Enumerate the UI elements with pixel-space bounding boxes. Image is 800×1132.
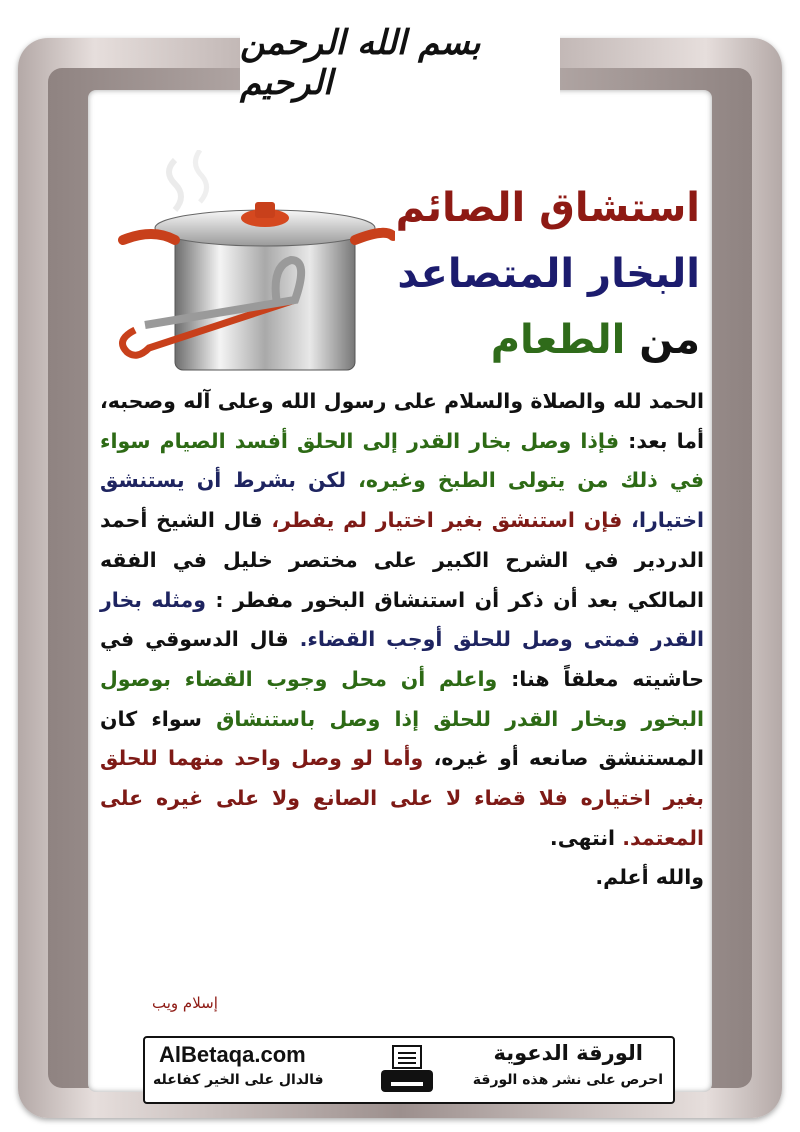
footer-slogan: فالدال على الخير كفاعله <box>153 1072 324 1088</box>
printer-icon <box>379 1044 435 1096</box>
footer-banner <box>143 1036 675 1104</box>
quote-dasouqi-1: واعلم أن محل وجوب القضاء بوصول البخور وبخار القدر للحلق إذا وصل باستنشاق <box>100 666 704 731</box>
footer-note: احرص على نشر هذه الورقة <box>472 1072 663 1088</box>
footer-title: الورقة الدعوية <box>493 1041 643 1065</box>
title-line-3 <box>340 307 700 373</box>
title-line-1: استشاق الصائم <box>395 185 700 231</box>
ruling-text: فإذا وصل بخار القدر إلى الحلق أفسد الصيام سواء في ذلك من يتولى الطبخ وغيره، <box>100 428 704 493</box>
intro-text: الحمد لله والصلاة والسلام على رسول الله وعلى آله وصحبه، أما بعد: <box>100 389 704 453</box>
citation-dardir: قال الشيخ أحمد الدردير في الشرح الكبير على مختصر خليل في الفقه المالكي بعد أن ذكر أن استنشاق البخور مفطر : <box>100 508 705 612</box>
condition-text: لكن بشرط أن يستنشق اختيارا، <box>100 468 705 533</box>
closing-text: والله أعلم. <box>595 865 704 890</box>
basmala-banner <box>240 18 560 108</box>
website-link[interactable]: AlBetaqa.com <box>159 1042 306 1067</box>
title-line-3-word-2: الطعام <box>490 317 626 363</box>
quote-dasouqi-2: سواء كان المستنشق صانعه أو غيره، <box>100 706 704 771</box>
article-body <box>100 382 704 898</box>
quote-dasouqi-3: وأما لو وصل واحد منهما للحلق بغير اختياره فلا قضاء لا على الصانع ولا على غيره على المعتمد. <box>100 746 704 850</box>
citation-dasouqi: قال الدسوقي في حاشيته معلقاً هنا: <box>100 627 705 691</box>
quote-end: انتهى. <box>549 825 616 850</box>
basmala-text: بسم الله الرحمن الرحيم <box>240 23 481 103</box>
title-line-2: البخار المتصاعد <box>397 251 700 297</box>
exception-text: فإن استنشق بغير اختيار لم يفطر، <box>271 508 623 533</box>
article-title <box>340 175 700 373</box>
source-label: إسلام ويب <box>152 994 218 1012</box>
title-line-3-word-1: من <box>639 317 700 363</box>
quote-dardir: ومثله بخار القدر فمتى وصل للحلق أوجب القضاء. <box>100 587 704 652</box>
